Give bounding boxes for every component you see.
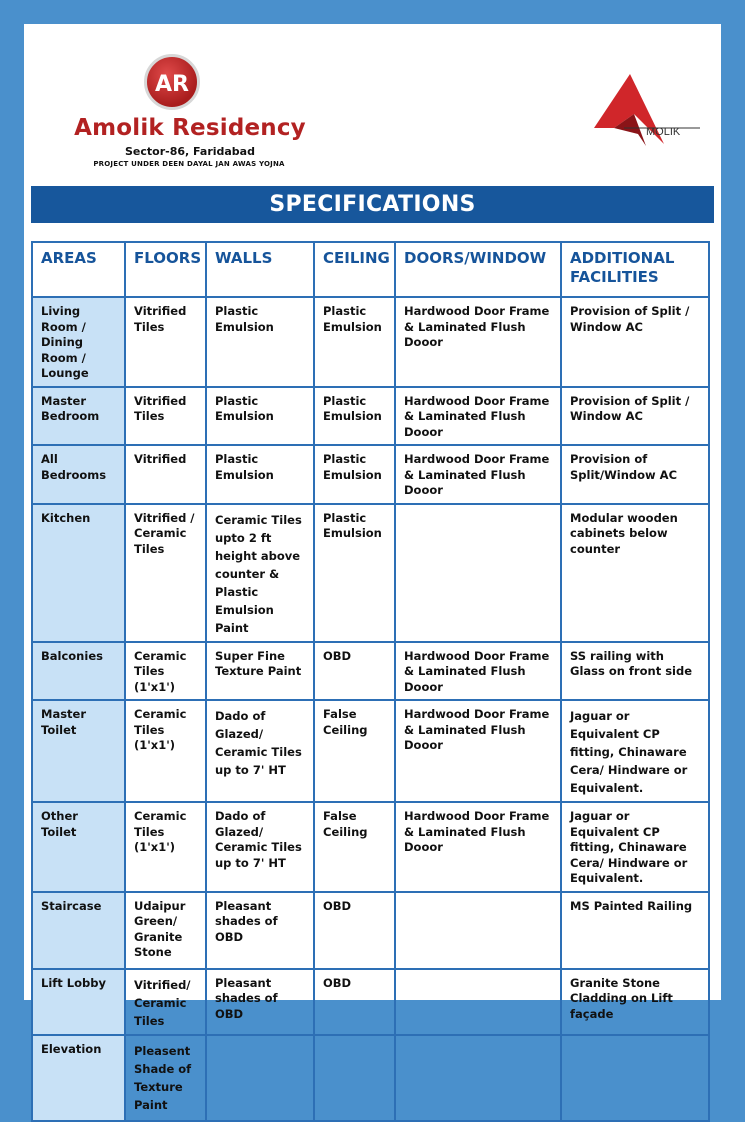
doors-window-cell: Hardwood Door Frame & Laminated Flush Dooor	[395, 642, 561, 701]
amolik-residency-logo	[144, 54, 200, 110]
table-row	[32, 1035, 709, 1121]
table-row	[32, 387, 709, 446]
ceiling-cell: Plastic Emulsion	[314, 445, 395, 504]
walls-cell: Plastic Emulsion	[206, 387, 314, 446]
ceiling-cell: OBD	[314, 969, 395, 1035]
column-header-areas: AREAS	[32, 242, 125, 297]
walls-cell: Dado of Glazed/ Ceramic Tiles up to 7' HT	[206, 700, 314, 802]
table-row	[32, 969, 709, 1035]
floors-cell: Vitrified Tiles	[125, 387, 206, 446]
area-cell: Master Toilet	[32, 700, 125, 802]
specifications-title: SPECIFICATIONS	[31, 186, 714, 223]
doors-window-cell	[395, 969, 561, 1035]
area-cell: Staircase	[32, 892, 125, 969]
column-header-walls: WALLS	[206, 242, 314, 297]
walls-cell	[206, 1035, 314, 1121]
ceiling-cell: OBD	[314, 892, 395, 969]
area-cell: Lift Lobby	[32, 969, 125, 1035]
walls-cell: Dado of Glazed/ Ceramic Tiles up to 7' HT	[206, 802, 314, 892]
doors-window-cell	[395, 1035, 561, 1121]
specifications-table	[31, 241, 710, 1122]
table-header-row	[32, 242, 709, 297]
floors-cell: Vitrified Tiles	[125, 297, 206, 387]
doors-window-cell	[395, 504, 561, 642]
facilities-cell	[561, 1035, 709, 1121]
facilities-cell: MS Painted Railing	[561, 892, 709, 969]
facilities-cell: Granite Stone Cladding on Lift façade	[561, 969, 709, 1035]
table-row	[32, 504, 709, 642]
facilities-cell: Jaguar or Equivalent CP fitting, Chinaware Cera/ Hindware or Equivalent.	[561, 700, 709, 802]
area-cell: Other Toilet	[32, 802, 125, 892]
amolik-logo	[594, 74, 704, 154]
doors-window-cell: Hardwood Door Frame & Laminated Flush Dooor	[395, 700, 561, 802]
walls-cell: Pleasant shades of OBD	[206, 892, 314, 969]
ceiling-cell: Plastic Emulsion	[314, 504, 395, 642]
ceiling-cell: False Ceiling	[314, 700, 395, 802]
molik-text: MOLIK	[646, 126, 681, 138]
brand-name: Amolik Residency	[74, 115, 306, 141]
floors-cell: Vitrified	[125, 445, 206, 504]
doors-window-cell: Hardwood Door Frame & Laminated Flush Dooor	[395, 802, 561, 892]
doors-window-cell: Hardwood Door Frame & Laminated Flush Dooor	[395, 387, 561, 446]
walls-cell: Pleasant shades of OBD	[206, 969, 314, 1035]
project-scheme-text: PROJECT UNDER DEEN DAYAL JAN AWAS YOJNA	[93, 160, 285, 168]
brochure-sheet	[24, 24, 721, 1112]
walls-cell: Plastic Emulsion	[206, 297, 314, 387]
table-row	[32, 892, 709, 969]
walls-cell: Ceramic Tiles upto 2 ft height above counter & Plastic Emulsion Paint	[206, 504, 314, 642]
facilities-cell: SS railing with Glass on front side	[561, 642, 709, 701]
area-cell: Balconies	[32, 642, 125, 701]
ceiling-cell: Plastic Emulsion	[314, 297, 395, 387]
floors-cell: Udaipur Green/ Granite Stone	[125, 892, 206, 969]
facilities-cell: Provision of Split/Window AC	[561, 445, 709, 504]
floors-cell: Ceramic Tiles (1'x1')	[125, 642, 206, 701]
floors-cell: Vitrified / Ceramic Tiles	[125, 504, 206, 642]
svg-text:AR: AR	[155, 72, 189, 97]
facilities-cell: Provision of Split / Window AC	[561, 297, 709, 387]
doors-window-cell: Hardwood Door Frame & Laminated Flush Dooor	[395, 445, 561, 504]
facilities-cell: Modular wooden cabinets below counter	[561, 504, 709, 642]
table-row	[32, 642, 709, 701]
ceiling-cell	[314, 1035, 395, 1121]
column-header-ceiling: CEILING	[314, 242, 395, 297]
area-cell: Living Room / Dining Room / Lounge	[32, 297, 125, 387]
floors-cell: Pleasent Shade of Texture Paint	[125, 1035, 206, 1121]
doors-window-cell	[395, 892, 561, 969]
location-text: Sector-86, Faridabad	[125, 145, 255, 158]
facilities-cell: Jaguar or Equivalent CP fitting, Chinaware Cera/ Hindware or Equivalent.	[561, 802, 709, 892]
column-header-additional-facilities: ADDITIONAL FACILITIES	[561, 242, 709, 297]
column-header-floors: FLOORS	[125, 242, 206, 297]
floors-cell: Ceramic Tiles (1'x1')	[125, 700, 206, 802]
doors-window-cell: Hardwood Door Frame & Laminated Flush Dooor	[395, 297, 561, 387]
table-row	[32, 297, 709, 387]
table-row	[32, 700, 709, 802]
area-cell: All Bedrooms	[32, 445, 125, 504]
ar-monogram-icon	[147, 57, 197, 107]
amolik-triangle-icon	[594, 74, 704, 154]
ceiling-cell: False Ceiling	[314, 802, 395, 892]
ceiling-cell: OBD	[314, 642, 395, 701]
ceiling-cell: Plastic Emulsion	[314, 387, 395, 446]
column-header-doors-window: DOORS/WINDOW	[395, 242, 561, 297]
walls-cell: Plastic Emulsion	[206, 445, 314, 504]
floors-cell: Ceramic Tiles (1'x1')	[125, 802, 206, 892]
floors-cell: Vitrified/ Ceramic Tiles	[125, 969, 206, 1035]
facilities-cell: Provision of Split / Window AC	[561, 387, 709, 446]
walls-cell: Super Fine Texture Paint	[206, 642, 314, 701]
table-row	[32, 445, 709, 504]
table-row	[32, 802, 709, 892]
area-cell: Elevation	[32, 1035, 125, 1121]
area-cell: Kitchen	[32, 504, 125, 642]
area-cell: Master Bedroom	[32, 387, 125, 446]
